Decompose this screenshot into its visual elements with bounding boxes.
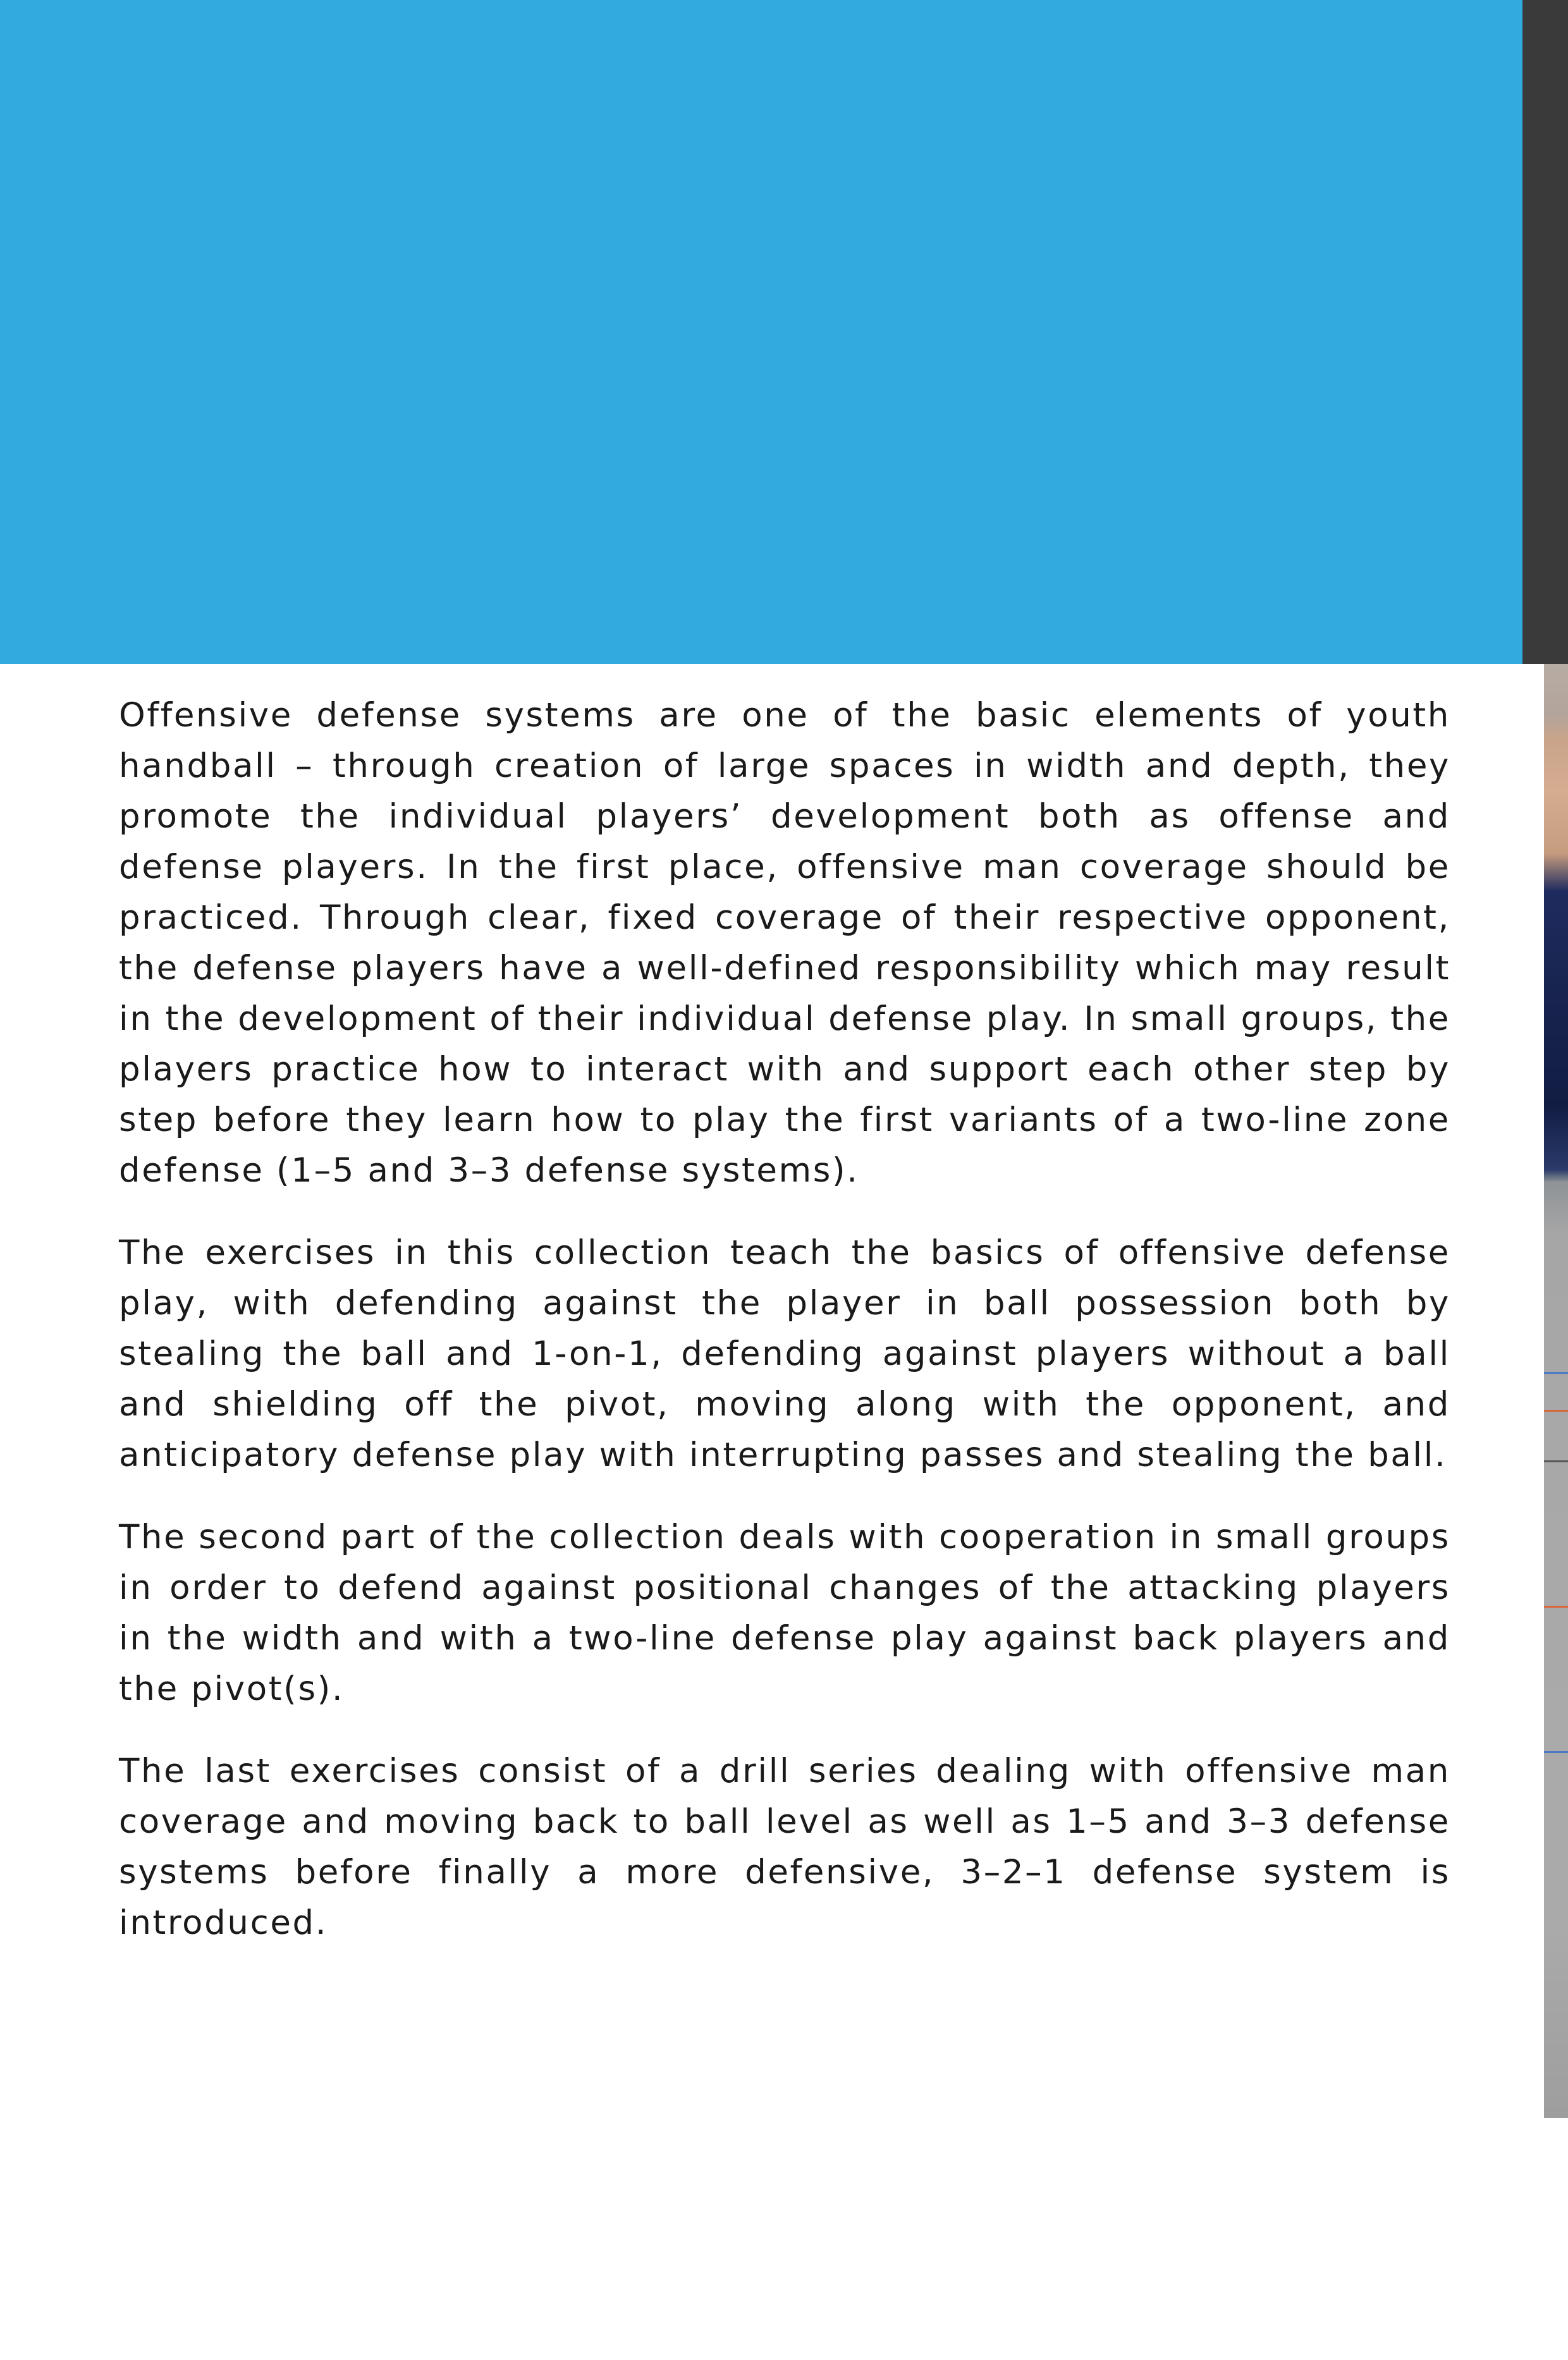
- paragraph-last-exercises: The last exercises consist of a drill series dealing with offensive man coverage and moving back to ball level as well as 1–5 and 3–3 defense systems before finally a more defensive, 3–2–1 defense system is introduced.: [119, 1752, 1450, 1942]
- court-line: [1544, 1751, 1568, 1753]
- dark-edge-strip: [1522, 0, 1568, 664]
- court-line: [1544, 1410, 1568, 1412]
- header-color-block: [0, 0, 1522, 664]
- paragraph-second-part: The second part of the collection deals with cooperation in small groups in order to defend against positional changes of the attacking players in the width and with a two-line defense play against back players and the pivot(s).: [119, 1518, 1450, 1708]
- body-text: [119, 690, 1450, 1980]
- court-line: [1544, 1606, 1568, 1608]
- court-line: [1544, 1372, 1568, 1374]
- court-line: [1544, 1460, 1568, 1462]
- paragraph-intro: Offensive defense systems are one of the basic elements of youth handball – through creation of large spaces in width and depth, they promote the individual players’ development both as offense and defense players. In the first place, offensive man coverage should be practiced. Through clear, fixed coverage of their respective opponent, the defense players have a well-defined responsibility which may result in the development of their individual defense play. In small groups, the players practice how to interact with and support each other step by step before they learn how to play the first variants of a two-line zone defense (1–5 and 3–3 defense systems).: [119, 696, 1450, 1190]
- paragraph-exercises: The exercises in this collection teach the basics of offensive defense play, with defending against the player in ball possession both by stealing the ball and 1-on-1, defending against players without a ball and shielding off the pivot, moving along with the opponent, and anticipatory defense play with interrupting passes and stealing the ball.: [119, 1233, 1450, 1474]
- cover-photo-edge: [1544, 664, 1568, 2118]
